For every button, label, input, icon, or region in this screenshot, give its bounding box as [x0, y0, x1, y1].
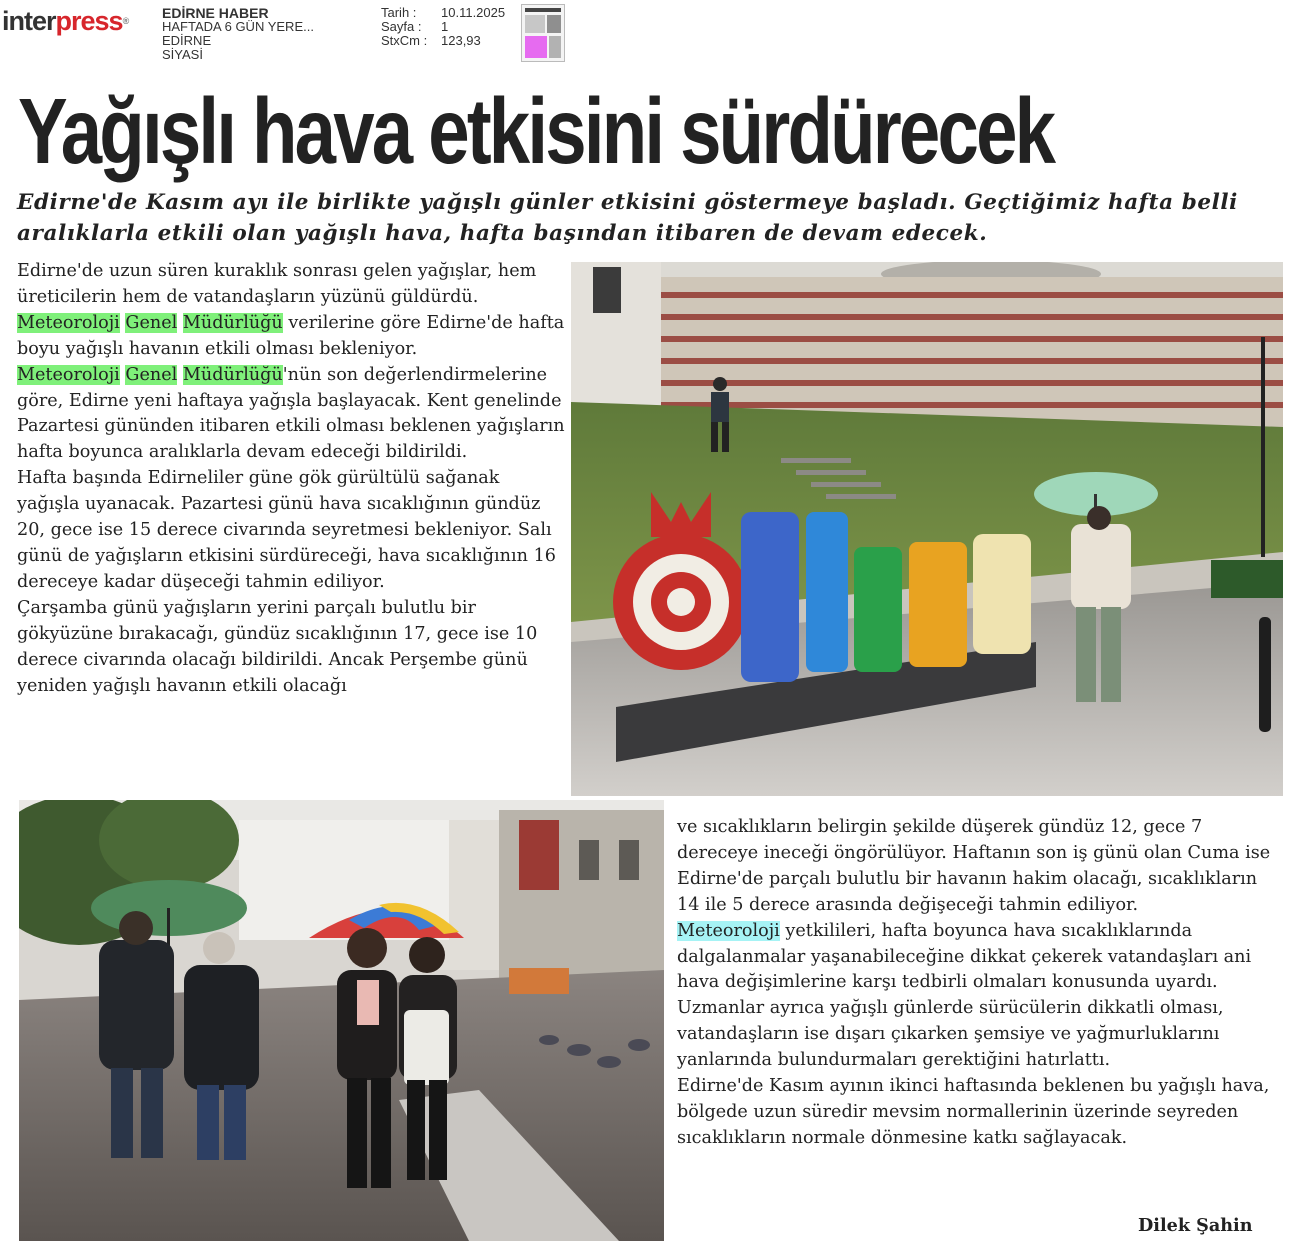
- clipping-info: [381, 6, 505, 48]
- headline: Yağışlı hava etkisini sürdürecek: [18, 79, 1054, 183]
- page-thumbnail[interactable]: [521, 4, 565, 62]
- keyword-highlight: Meteoroloji: [17, 312, 120, 333]
- date-label: Tarih :: [381, 5, 417, 20]
- byline: Dilek Şahin: [1138, 1215, 1253, 1236]
- publication-info: [162, 6, 314, 62]
- keyword-highlight: Müdürlüğü: [182, 364, 283, 385]
- paragraph: Hafta başında Edirneliler güne gök gürültülü sağanak yağışla uyanacak. Pazartesi günü hava sıcaklığının gündüz 20, gece ise 15 derece civarında seyretmesi bekleniyor. Salı günü de yağışların etkisini sürdüreceği, hava sıcaklığının 16 dereceye kadar düşeceği tahmin ediliyor.: [17, 468, 556, 592]
- keyword-highlight: Meteoroloji: [17, 364, 120, 385]
- page-label: Sayfa :: [381, 19, 422, 34]
- article-column-2: [677, 815, 1281, 1152]
- page-value: 1: [441, 19, 449, 34]
- size-value: 123,93: [441, 33, 481, 48]
- keyword-highlight: Genel: [125, 312, 178, 333]
- keyword-highlight: Meteoroloji: [677, 920, 780, 941]
- size-label: StxCm :: [381, 33, 428, 48]
- paragraph: Edirne'de uzun süren kuraklık sonrası gelen yağışlar, hem üreticilerin hem de vatandaşların yüzünü güldürdü. Meteoroloji Genel Müdürlüğü verilerine göre Edirne'de hafta boyu yağışlı havanın etkili olması bekleniyor.: [17, 261, 565, 359]
- photo-rainy-street: [19, 800, 664, 1241]
- publication-tagline: HAFTADA 6 GÜN YERE...: [162, 19, 314, 34]
- publication-section: SİYASİ: [162, 47, 203, 62]
- paragraph: Meteoroloji yetkilileri, hafta boyunca hava sıcaklıklarında dalgalanmalar yaşanabileceğine dikkat çekerek vatandaşları ani hava değişimlerine karşı tedbirli olmaları konusunda uyardı. Uzmanlar ayrıca yağışlı günlerde sürücülerin dikkatli olması, vatandaşların ise dışarı çıkarken şemsiye ve yağmurluklarını yanlarında bulundurmaları gerektiğini hatırlattı.: [677, 920, 1252, 1071]
- publication-name: EDİRNE HABER: [162, 5, 269, 21]
- keyword-highlight: Müdürlüğü: [182, 312, 283, 333]
- date-value: 10.11.2025: [441, 5, 506, 20]
- interpress-logo: interpress®: [2, 6, 130, 36]
- paragraph: ve sıcaklıkların belirgin şekilde düşerek gündüz 12, gece 7 dereceye ineceği öngörülüyor. Haftanın son iş günü olan Cuma ise Edirne'de parçalı bulutlu bir havanın hakim olacağı, sıcaklıkların 14 ile 5 derece arasında değişeceği tahmin ediliyor.: [677, 817, 1271, 915]
- lead-paragraph: Edirne'de Kasım ayı ile birlikte yağışlı günler etkisini göstermeye başladı. Geçtiğimiz hafta belli aralıklarla etkili olan yağışlı hava, hafta başından itibaren de devam edecek.: [17, 190, 1238, 246]
- paragraph: Meteoroloji Genel Müdürlüğü'nün son değerlendirmelerine göre, Edirne yeni haftaya yağışla başlayacak. Kent genelinde Pazartesi gününden itibaren etkili olması beklenen yağışların hafta boyunca aralıklarla devam edeceği bildirildi.: [17, 364, 565, 463]
- publication-city: EDİRNE: [162, 33, 212, 48]
- article-column-1: [17, 259, 565, 699]
- paragraph: Edirne'de Kasım ayının ikinci haftasında beklenen bu yağışlı hava, bölgede uzun süredir mevsim normallerinin üzerinde seyreden sıcaklıkların normale dönmesine katkı sağlayacak.: [677, 1076, 1270, 1148]
- photo-edirne-sign: [571, 262, 1283, 796]
- keyword-highlight: Genel: [125, 364, 178, 385]
- paragraph: Çarşamba günü yağışların yerini parçalı bulutlu bir gökyüzüne bırakacağı, gündüz sıcaklığının 17, gece ise 10 derece civarında olacağı bildirildi. Ancak Perşembe günü yeniden yağışlı havanın etkili olacağı: [17, 597, 538, 696]
